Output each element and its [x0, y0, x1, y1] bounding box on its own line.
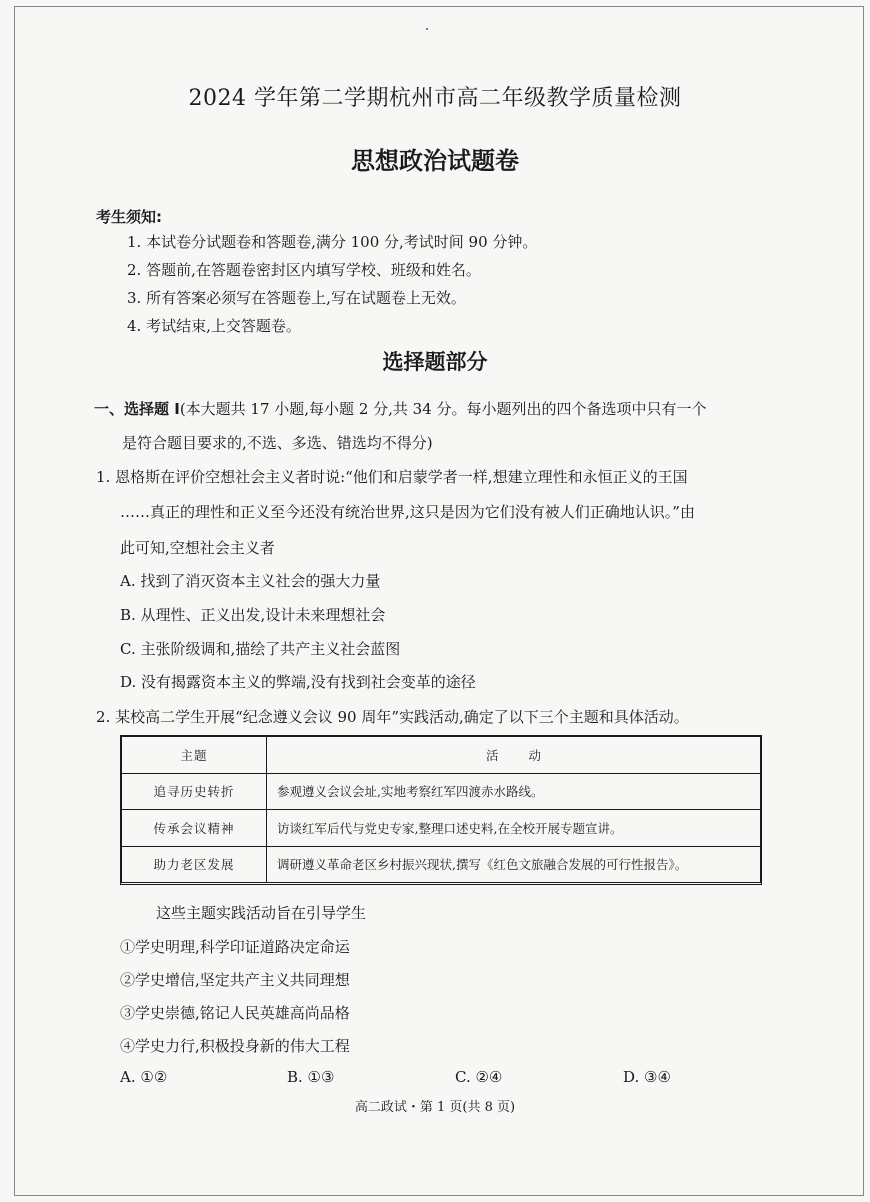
instruction-text: (本大题共 17 小题,每小题 2 分,共 34 分。每小题列出的四个备选项中只有一个	[179, 400, 707, 418]
theme-cell: 追寻历史转折	[122, 773, 267, 810]
table-row	[122, 810, 761, 847]
q1-option-d: D. 没有揭露资本主义的弊端,没有找到社会变革的途径	[120, 673, 476, 691]
question-1-line-1: 1. 恩格斯在评价空想社会主义者时说:“他们和启蒙学者一样,想建立理性和永恒正义的王国	[96, 468, 688, 486]
question-2-line-1: 2. 某校高二学生开展“纪念遵义会议 90 周年”实践活动,确定了以下三个主题和具体活动。	[96, 708, 689, 726]
q2-choice-b: B. ①③	[287, 1068, 335, 1086]
activity-cell: 参观遵义会议会址,实地考察红军四渡赤水路线。	[267, 773, 761, 810]
question-1-line-3: 此可知,空想社会主义者	[120, 539, 275, 557]
activity-table	[121, 736, 761, 883]
page-footer: 高二政试・第 1 页(共 8 页)	[354, 1100, 516, 1115]
q1-option-c: C. 主张阶级调和,描绘了共产主义社会蓝图	[120, 640, 401, 658]
paper-subtitle: 思想政治试题卷	[351, 147, 519, 175]
notice-item: 1. 本试卷分试题卷和答题卷,满分 100 分,考试时间 90 分钟。	[127, 233, 538, 251]
section-instruction	[94, 398, 707, 419]
section-title: 选择题部分	[382, 350, 488, 374]
notice-list	[127, 228, 537, 340]
activity-cell: 访谈红军后代与党史专家,整理口述史料,在全校开展专题宣讲。	[267, 810, 761, 847]
table-header-row	[122, 737, 761, 774]
scan-speck	[426, 28, 428, 30]
q2-choice-a: A. ①②	[120, 1068, 168, 1086]
exam-title: 2024 学年第二学期杭州市高二年级教学质量检测	[188, 86, 682, 111]
table-row	[122, 773, 761, 810]
activity-cell: 调研遵义革命老区乡村振兴现状,撰写《红色文旅融合发展的可行性报告》。	[267, 846, 761, 883]
question-1-line-2: ……真正的理性和正义至今还没有统治世界,这只是因为它们没有被人们正确地认识。”由	[120, 503, 695, 521]
q2-choice-d: D. ③④	[623, 1068, 671, 1086]
question-2-stem: 这些主题实践活动旨在引导学生	[156, 904, 367, 922]
table-row	[122, 846, 761, 883]
notice-item: 3. 所有答案必须写在答题卷上,写在试题卷上无效。	[127, 289, 466, 307]
theme-cell: 传承会议精神	[122, 810, 267, 847]
q1-option-a: A. 找到了消灭资本主义社会的强大力量	[120, 572, 381, 590]
statement-3: ③学史崇德,铭记人民英雄高尚品格	[120, 1004, 350, 1022]
notice-item: 4. 考试结束,上交答题卷。	[127, 317, 301, 335]
notice-item: 2. 答题前,在答题卷密封区内填写学校、班级和姓名。	[127, 261, 481, 279]
section-instruction-cont: 是符合题目要求的,不选、多选、错选均不得分)	[122, 434, 433, 452]
instruction-label: 一、选择题 I	[94, 400, 180, 418]
q2-choice-c: C. ②④	[455, 1068, 503, 1086]
notice-heading: 考生须知:	[96, 208, 162, 226]
statement-4: ④学史力行,积极投身新的伟大工程	[120, 1037, 350, 1055]
q1-option-b: B. 从理性、正义出发,设计未来理想社会	[120, 606, 386, 624]
statement-2: ②学史增信,坚定共产主义共同理想	[120, 971, 350, 989]
statement-1: ①学史明理,科学印证道路决定命运	[120, 938, 350, 956]
header-activity: 活动	[267, 737, 761, 774]
theme-cell: 助力老区发展	[122, 846, 267, 883]
header-theme: 主题	[122, 737, 267, 774]
